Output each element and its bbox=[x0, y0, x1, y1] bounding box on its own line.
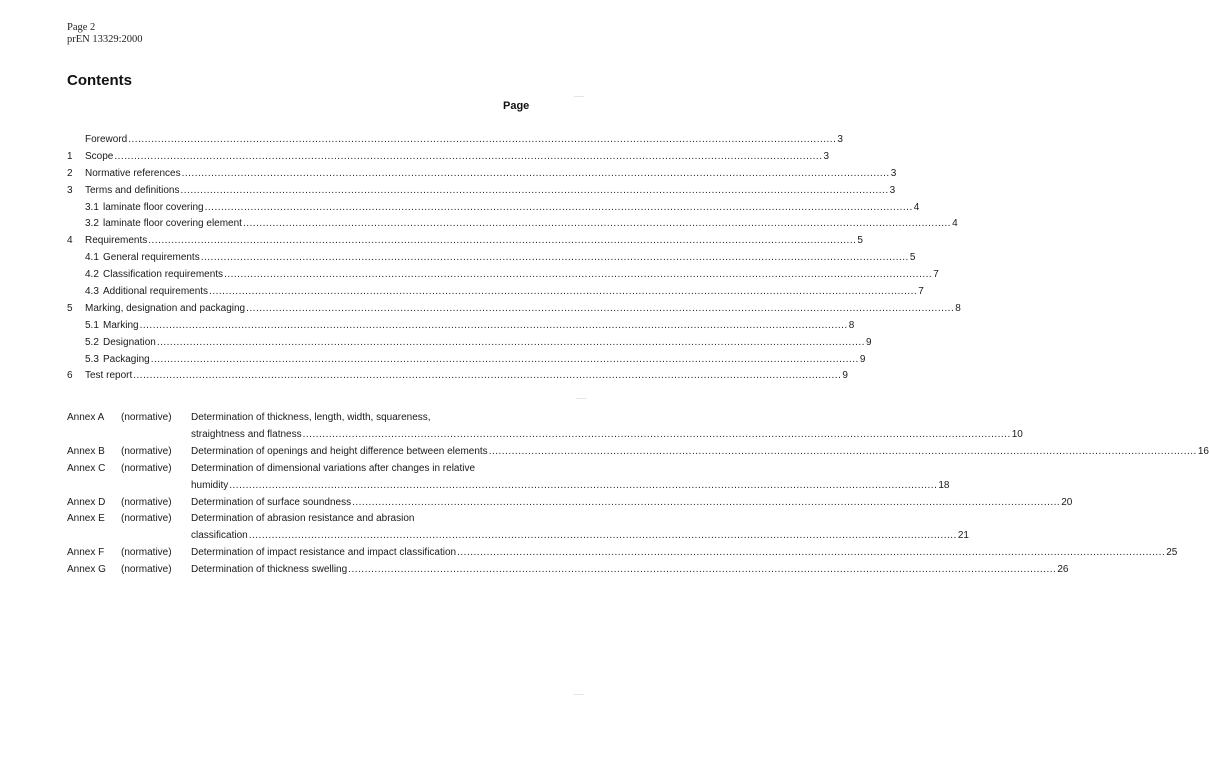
toc-entry-label: Requirements bbox=[85, 235, 148, 247]
annex-id: Annex G bbox=[67, 564, 106, 576]
dot-leader bbox=[489, 444, 1197, 461]
dot-leader bbox=[348, 562, 1056, 579]
dot-leader bbox=[140, 318, 848, 335]
toc-entry-label: Terms and definitions bbox=[85, 184, 180, 196]
toc-entry-number: 4.3 bbox=[85, 286, 99, 298]
toc-entry-number: 3.1 bbox=[85, 201, 99, 213]
dot-leader bbox=[457, 545, 1165, 562]
annex-id: Annex F bbox=[67, 547, 105, 559]
dot-leader bbox=[201, 250, 909, 267]
toc-entry-number: 5.3 bbox=[85, 353, 99, 365]
toc-entry-page: 3 bbox=[823, 150, 830, 162]
annex-type: (normative) bbox=[121, 496, 172, 508]
annex-id: Annex C bbox=[67, 462, 106, 474]
annex-type: (normative) bbox=[121, 564, 172, 576]
toc-entry-page: 7 bbox=[933, 269, 939, 281]
dot-leader bbox=[224, 267, 932, 284]
toc-entry-page: 9 bbox=[865, 336, 872, 348]
annex-title-line1: Determination of abrasion resistance and abrasion bbox=[191, 513, 415, 525]
toc-entry[interactable] bbox=[67, 149, 830, 166]
page-number: Page 2 bbox=[67, 22, 96, 33]
dot-leader bbox=[209, 284, 917, 301]
annex-entry[interactable] bbox=[67, 545, 1178, 562]
annex-page: 26 bbox=[1057, 564, 1069, 576]
toc-entry-page: 9 bbox=[842, 370, 848, 382]
scan-margin-mark bbox=[574, 96, 584, 97]
document-reference: prEN 13329:2000 bbox=[67, 34, 143, 45]
annex-title-line1: Determination of thickness, length, width, squareness, bbox=[191, 412, 431, 423]
annex-entry[interactable] bbox=[67, 511, 969, 545]
annex-type: (normative) bbox=[121, 445, 172, 457]
toc-entry-number: 3 bbox=[67, 184, 73, 196]
toc-entry[interactable] bbox=[67, 301, 961, 318]
annex-page: 10 bbox=[1011, 428, 1023, 440]
toc-entry-label: Test report bbox=[85, 370, 133, 382]
toc-entry[interactable] bbox=[67, 250, 916, 267]
dot-leader bbox=[243, 216, 951, 233]
dot-leader bbox=[352, 495, 1060, 512]
toc-entry-number: 4.1 bbox=[85, 252, 99, 264]
toc-entry[interactable] bbox=[67, 318, 855, 335]
annex-entry[interactable] bbox=[67, 495, 1073, 512]
toc-entry-number: 2 bbox=[67, 167, 73, 179]
dot-leader bbox=[303, 427, 1011, 444]
toc-entry-label: Foreword bbox=[85, 134, 128, 145]
scan-margin-mark bbox=[574, 694, 584, 695]
dot-leader bbox=[157, 335, 865, 352]
toc-entry-label: Designation bbox=[103, 336, 156, 348]
annex-entry[interactable] bbox=[67, 444, 1209, 461]
annex-type: (normative) bbox=[121, 462, 172, 474]
toc-entry-label: Scope bbox=[85, 150, 114, 162]
toc-entry-number: 6 bbox=[67, 370, 73, 382]
toc-entry-page: 4 bbox=[913, 201, 920, 213]
toc-entry[interactable] bbox=[67, 233, 863, 250]
toc-entry-page: 7 bbox=[918, 286, 924, 298]
toc-entry[interactable] bbox=[67, 166, 897, 183]
annex-id: Annex B bbox=[67, 445, 105, 457]
dot-leader bbox=[148, 233, 856, 250]
toc-entry[interactable] bbox=[67, 368, 848, 385]
annex-title: Determination of impact resistance and impact classification bbox=[191, 547, 457, 559]
toc-entry-number: 4 bbox=[67, 235, 73, 247]
annex-page: 16 bbox=[1197, 445, 1209, 457]
dot-leader bbox=[249, 528, 957, 545]
annex-entry[interactable] bbox=[67, 410, 1023, 444]
annex-title: Determination of thickness swelling bbox=[191, 564, 348, 576]
toc-entry-page: 3 bbox=[837, 134, 843, 145]
toc-entry-number: 1 bbox=[67, 150, 73, 162]
annex-id: Annex D bbox=[67, 496, 106, 508]
annex-page: 18 bbox=[938, 479, 950, 491]
toc-entry[interactable] bbox=[67, 284, 924, 301]
toc-entry[interactable] bbox=[67, 132, 843, 149]
annex-entry[interactable] bbox=[67, 562, 1069, 579]
annex-entry[interactable] bbox=[67, 461, 950, 495]
toc-entry-number: 3.2 bbox=[85, 218, 99, 230]
toc-entry-label: Marking, designation and packaging bbox=[85, 302, 246, 314]
toc-entry-page: 3 bbox=[889, 184, 896, 196]
annex-type: (normative) bbox=[121, 513, 172, 525]
annex-title: humidity bbox=[191, 479, 229, 491]
annex-title: Determination of openings and height difference between elements bbox=[191, 445, 488, 457]
toc-entry[interactable] bbox=[67, 335, 872, 352]
annex-id: Annex E bbox=[67, 513, 105, 525]
toc-entry[interactable] bbox=[67, 183, 896, 200]
table-of-contents bbox=[67, 132, 961, 385]
annex-type: (normative) bbox=[121, 547, 172, 559]
dot-leader bbox=[182, 166, 890, 183]
toc-entry[interactable] bbox=[67, 267, 939, 284]
dot-leader bbox=[229, 478, 937, 495]
toc-entry-label: Additional requirements bbox=[103, 286, 209, 298]
dot-leader bbox=[114, 149, 822, 166]
toc-entry-page: 9 bbox=[859, 353, 866, 365]
toc-entry-label: Classification requirements bbox=[103, 269, 224, 281]
annex-list bbox=[67, 410, 1209, 579]
dot-leader bbox=[246, 301, 954, 318]
dot-leader bbox=[205, 200, 913, 217]
annex-title-line1: Determination of dimensional variations after changes in relative bbox=[191, 462, 476, 474]
annex-type: (normative) bbox=[121, 412, 172, 423]
toc-entry-page: 3 bbox=[890, 167, 897, 179]
toc-entry-number: 5 bbox=[67, 302, 73, 314]
toc-entry-label: laminate floor covering bbox=[103, 201, 204, 213]
toc-entry-page: 8 bbox=[848, 319, 855, 331]
annex-title: Determination of surface soundness bbox=[191, 496, 352, 508]
toc-entry[interactable] bbox=[67, 216, 958, 233]
page-title: Contents bbox=[67, 72, 132, 89]
dot-leader bbox=[151, 352, 859, 369]
toc-entry-page: 8 bbox=[955, 302, 961, 314]
toc-entry[interactable] bbox=[67, 200, 920, 217]
dot-leader bbox=[181, 183, 889, 200]
toc-entry-page: 5 bbox=[857, 235, 863, 247]
toc-entry-label: laminate floor covering element bbox=[103, 218, 242, 230]
toc-entry-number: 4.2 bbox=[85, 269, 99, 281]
annex-id: Annex A bbox=[67, 412, 105, 423]
toc-entry-page: 5 bbox=[909, 252, 916, 264]
page-header bbox=[67, 22, 143, 46]
page-column-label: Page bbox=[503, 100, 530, 112]
annex-page: 25 bbox=[1166, 547, 1178, 559]
toc-entry-label: Normative references bbox=[85, 167, 181, 179]
annex-title: classification bbox=[191, 530, 248, 542]
toc-entry-label: General requirements bbox=[103, 252, 200, 264]
toc-entry-page: 4 bbox=[952, 218, 958, 230]
annex-title: straightness and flatness bbox=[191, 428, 302, 440]
annex-page: 21 bbox=[957, 530, 969, 542]
toc-entry-number: 5.1 bbox=[85, 319, 99, 331]
toc-entry-label: Packaging bbox=[103, 353, 150, 365]
toc-entry-number: 5.2 bbox=[85, 336, 99, 348]
dot-leader bbox=[128, 132, 836, 149]
annex-page: 20 bbox=[1061, 496, 1073, 508]
toc-entry[interactable] bbox=[67, 352, 866, 369]
scan-margin-mark bbox=[576, 398, 586, 399]
toc-entry-label: Marking bbox=[103, 319, 139, 331]
dot-leader bbox=[133, 368, 841, 385]
